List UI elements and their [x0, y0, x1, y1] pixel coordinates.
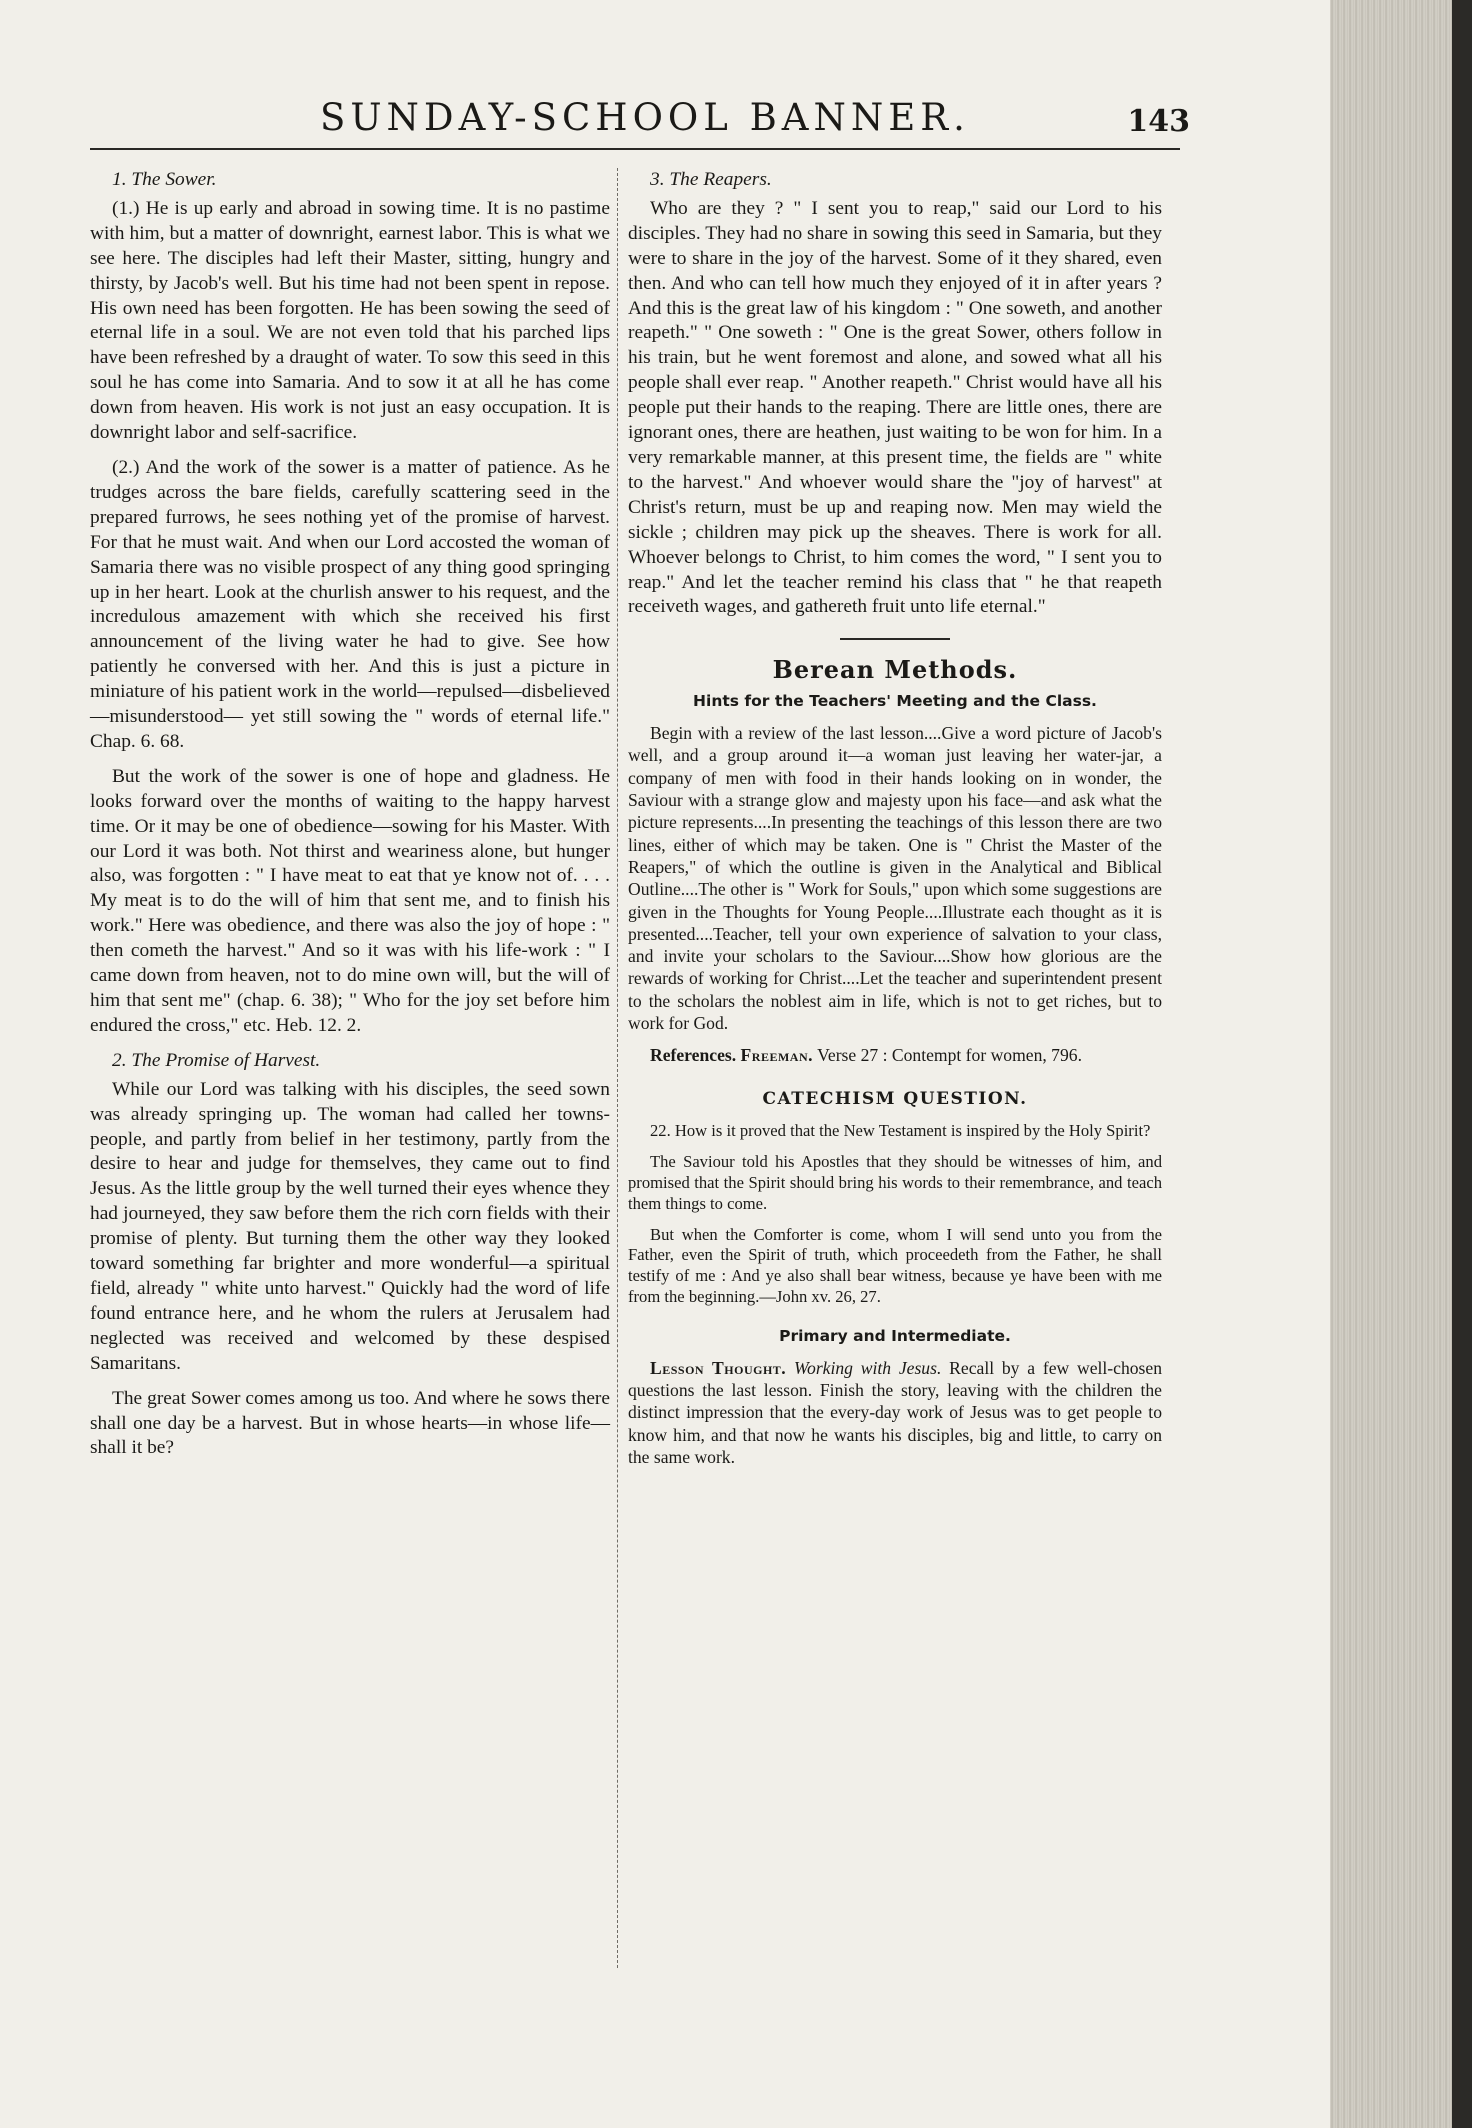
lesson-thought: [628, 1357, 1162, 1468]
paragraph: (1.) He is up early and abroad in sowing time. It is no pastime with him, but a matter of downright, earnest labor. This is what we see here. The disciples had left their Master, sitting, hungry and thirsty, by Jacob's well. But his time had not been spent in repose. His own need has been forgotten. He has been sowing the seed of eternal life in a soul. We are not even told that his parched lips have been refreshed by a draught of water. To sow this seed in this soul he has come into Samaria. And to sow it at all he has come down from heaven. His work is not just an easy occupation. It is downright labor and self-sacrifice.: [90, 197, 610, 444]
left-column: [90, 168, 610, 1471]
berean-methods-title: Berean Methods.: [772, 655, 1018, 685]
references-label: References.: [650, 1045, 737, 1066]
header-rule: [90, 148, 1180, 150]
section-rule: [840, 638, 950, 640]
references-author: Freeman.: [740, 1045, 814, 1066]
lesson-thought-text: Recall by a few well-chosen questions the last lesson. Finish the story, leaving with the children the distinct impression that the every-day work of Jesus was to get people to know him, and that now he wants his disciples, big and little, to carry on the same work.: [628, 1357, 1163, 1467]
page-header-title: SUNDAY-SCHOOL BANNER.: [320, 96, 970, 139]
berean-methods-text: Begin with a review of the last lesson....Give a word picture of Jacob's well, and a group around it—a woman just leaving her water-jar, a company of men with food in their hands looking on in wonder, the Saviour with a strange glow and majesty upon his face—and ask what the picture represents....In presenting the teachings of this lesson there are two lines, either of which may be taken. One is " Christ the Master of the Reapers," of which the outline is given in the Analytical and Biblical Outline....The other is " Work for Souls," upon which some suggestions are given in the Thoughts for Young People....Illustrate each thought as it is presented....Teacher, tell your own experience of salvation to your class, and invite your scholars to the Saviour....Show how glorious are the rewards of working for Christ....Let the teacher and superintendent present to the scholars the noblest aim in life, which is not to get riches, but to work for God.: [628, 723, 1162, 1033]
references: [628, 1044, 1162, 1066]
catechism-answer: The Saviour told his Apostles that they should be witnesses of him, and promised that the Spirit should bring his words to their remembrance, and teach them things to come.: [628, 1152, 1162, 1213]
page-number: 143: [1127, 104, 1190, 139]
paragraph: The great Sower comes among us too. And where he sows there shall one day be a harvest. But in whose hearts—in whose life—shall it be?: [90, 1387, 610, 1459]
references-text: Verse 27 : Contempt for women, 796.: [817, 1045, 1082, 1066]
section-heading-promise: 2. The Promise of Harvest.: [112, 1049, 321, 1071]
section-heading-sower: 1. The Sower.: [112, 169, 217, 190]
catechism-question: 22. How is it proved that the New Testament is inspired by the Holy Spirit?: [650, 1121, 1151, 1141]
paragraph: (2.) And the work of the sower is a matter of patience. As he trudges across the bare fields, carefully scattering seed in the prepared furrows, he sees nothing yet of the promise of harvest. For that he must wait. And when our Lord accosted the woman of Samaria there was no visible prospect of any thing good springing up in her heart. Look at the churlish answer to his request, and the incredulous amazement with which she received his first announcement of the living water he had to give. See how patiently he conversed with her. And this is just a picture in miniature of his patient work in the world—repulsed—disbelieved—misunderstood— yet still sowing the " words of eternal life." Chap. 6. 68.: [90, 456, 610, 752]
catechism-title: CATECHISM QUESTION.: [762, 1088, 1028, 1109]
section-heading-reapers: 3. The Reapers.: [650, 169, 772, 190]
primary-intermediate-title: Primary and Intermediate.: [779, 1326, 1011, 1345]
catechism-scripture: But when the Comforter is come, whom I will send unto you from the Father, even the Spirit of truth, which proceedeth from the Father, he shall testify of me : And ye also shall bear witness, because ye have been with me from the beginning.—John xv. 26, 27.: [628, 1224, 1162, 1307]
book-cover-edge: [1452, 0, 1472, 2128]
paragraph: But the work of the sower is one of hope and gladness. He looks forward over the months of waiting to the happy harvest time. Or it may be one of obedience—sowing for his Master. With our Lord it was both. Not thirst and weariness alone, but hunger also, was forgotten : " I have meat to eat that ye know not of. . . . My meat is to do the will of him that sent me, and to finish his work." Here was obedience, and there was also the joy of hope : " then cometh the harvest." And so it was with his life-work : " I came down from heaven, not to do mine own will, but the will of him that sent me" (chap. 6. 38); " Who for the joy set before him endured the cross," etc. Heb. 12. 2.: [90, 765, 610, 1036]
berean-methods-subtitle: Hints for the Teachers' Meeting and the Class.: [693, 692, 1097, 711]
paragraph: While our Lord was talking with his disciples, the seed sown was already springing up. The woman had called her towns-people, and partly from belief in her testimony, partly from the desire to hear and judge for themselves, they came out to find Jesus. As the little group by the well turned their eyes whence they had journeyed, they saw before them the rich corn fields with their promise of plenty. But turning them the other way they looked toward something far brighter and more wonderful—a spiritual field, already " white unto harvest." Quickly had the word of life found entrance here, and he whom the rulers at Jerusalem had neglected was received and welcomed by these despised Samaritans.: [90, 1078, 610, 1374]
lesson-thought-label: Lesson Thought.: [650, 1357, 787, 1378]
page-edges: [1330, 0, 1472, 2128]
paragraph: Who are they ? " I sent you to reap," said our Lord to his disciples. They had no share in sowing this seed in Samaria, but they were to share in the joy of the harvest. Some of it they shared, even then. And who can tell how much they enjoyed of it in after years ? And this is the great law of his kingdom : " One soweth, and another reapeth." " One soweth : " One is the great Sower, others follow in his train, but he went foremost and alone, and sowed what all his people shall ever reap. " Another reapeth." Christ would have all his people put their hands to the reaping. There are little ones, there are ignorant ones, there are heathen, just waiting to be won for him. In a very remarkable manner, at this present time, the fields are " white to the harvest." And whoever would share the "joy of harvest" at Christ's return, must be up and reaping now. Men may wield the sickle ; children may pick up the sheaves. There is work for all. Whoever belongs to Christ, to him comes the word, " I sent you to reap." And let the teacher remind his class that " he that reapeth receiveth wages, and gathereth fruit unto life eternal.": [628, 197, 1162, 618]
right-column: [628, 168, 1162, 1478]
column-divider: [617, 168, 618, 1968]
running-head: [90, 92, 1190, 146]
lesson-thought-theme: Working with Jesus.: [794, 1357, 942, 1378]
